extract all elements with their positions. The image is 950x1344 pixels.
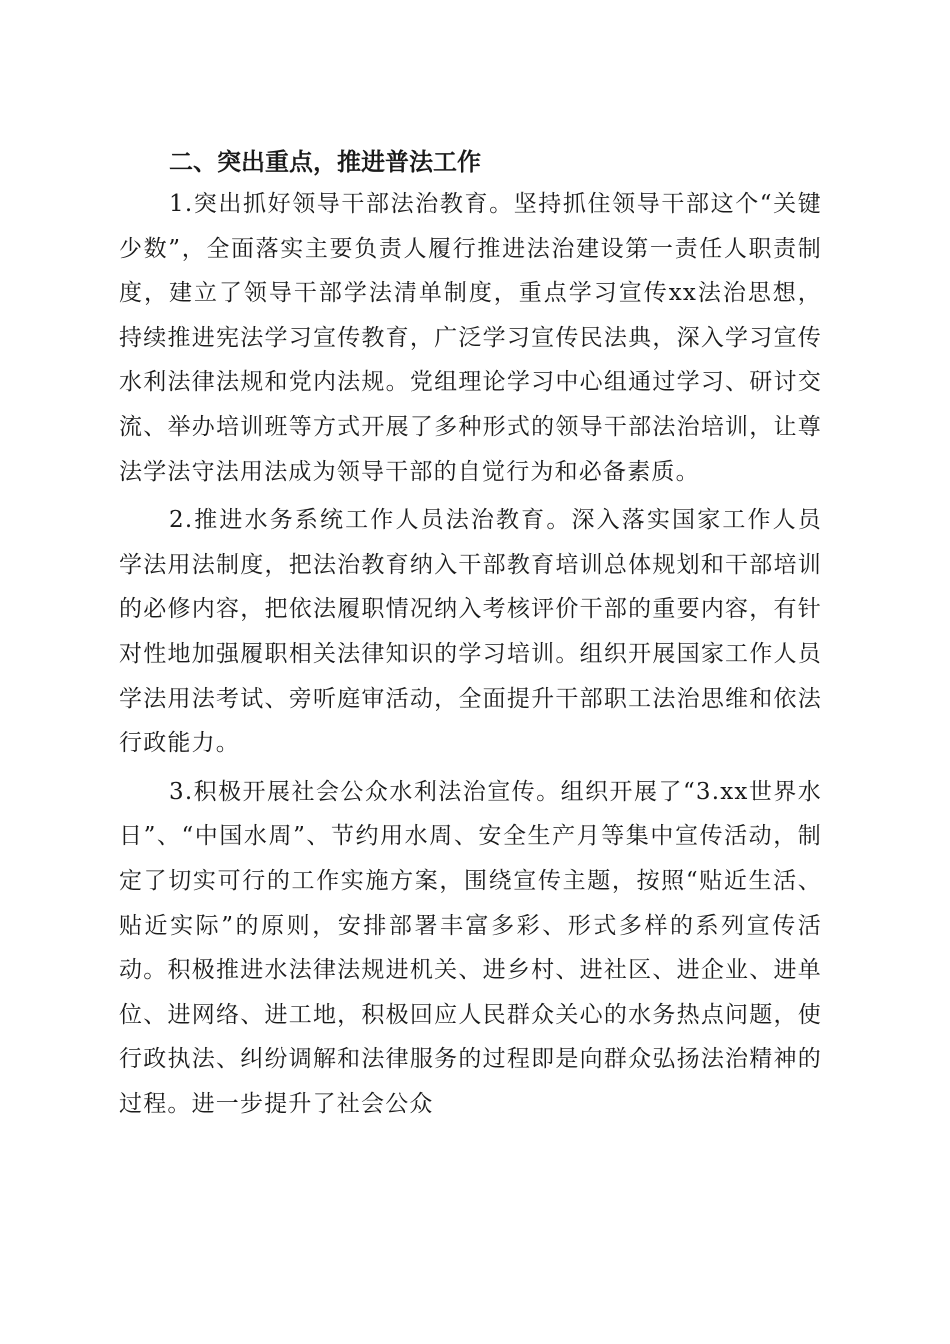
paragraph-3: 3.积极开展社会公众水利法治宣传。组织开展了“3.xx世界水日”、“中国水周”、节约用水周、安全生产月等集中宣传活动，制定了切实可行的工作实施方案，围绕宣传主题，按照“贴近生活、贴近实际”的原则，安排部署丰富多彩、形式多样的系列宣传活动。积极推进水法律法规进机关、进乡村、进社区、进企业、进单位、进网络、进工地，积极回应人民群众关心的水务热点问题，使行政执法、纠纷调解和法律服务的过程即是向群众弘扬法治精神的过程。进一步提升了社会公众 xyxy=(119,778,822,1117)
paragraph-2: 2.推进水务系统工作人员法治教育。深入落实国家工作人员学法用法制度，把法治教育纳入干部教育培训总体规划和干部培训的必修内容，把依法履职情况纳入考核评价干部的重要内容，有针对性地加强履职相关法律知识的学习培训。组织开展国家工作人员学法用法考试、旁听庭审活动，全面提升干部职工法治思维和依法行政能力。 xyxy=(119,507,822,757)
paragraph-1: 1.突出抓好领导干部法治教育。坚持抓住领导干部这个“关键少数”，全面落实主要负责人履行推进法治建设第一责任人职责制度，建立了领导干部学法清单制度，重点学习宣传xx法治思想，持续推进宪法学习宣传教育，广泛学习宣传民法典，深入学习宣传水利法律法规和党内法规。党组理论学习中心组通过学习、研讨交流、举办培训班等方式开展了多种形式的领导干部法治培训，让尊法学法守法用法成为领导干部的自觉行为和必备素质。 xyxy=(119,191,822,485)
document-body xyxy=(119,142,822,1130)
section-heading: 二、突出重点，推进普法工作 xyxy=(169,148,481,176)
